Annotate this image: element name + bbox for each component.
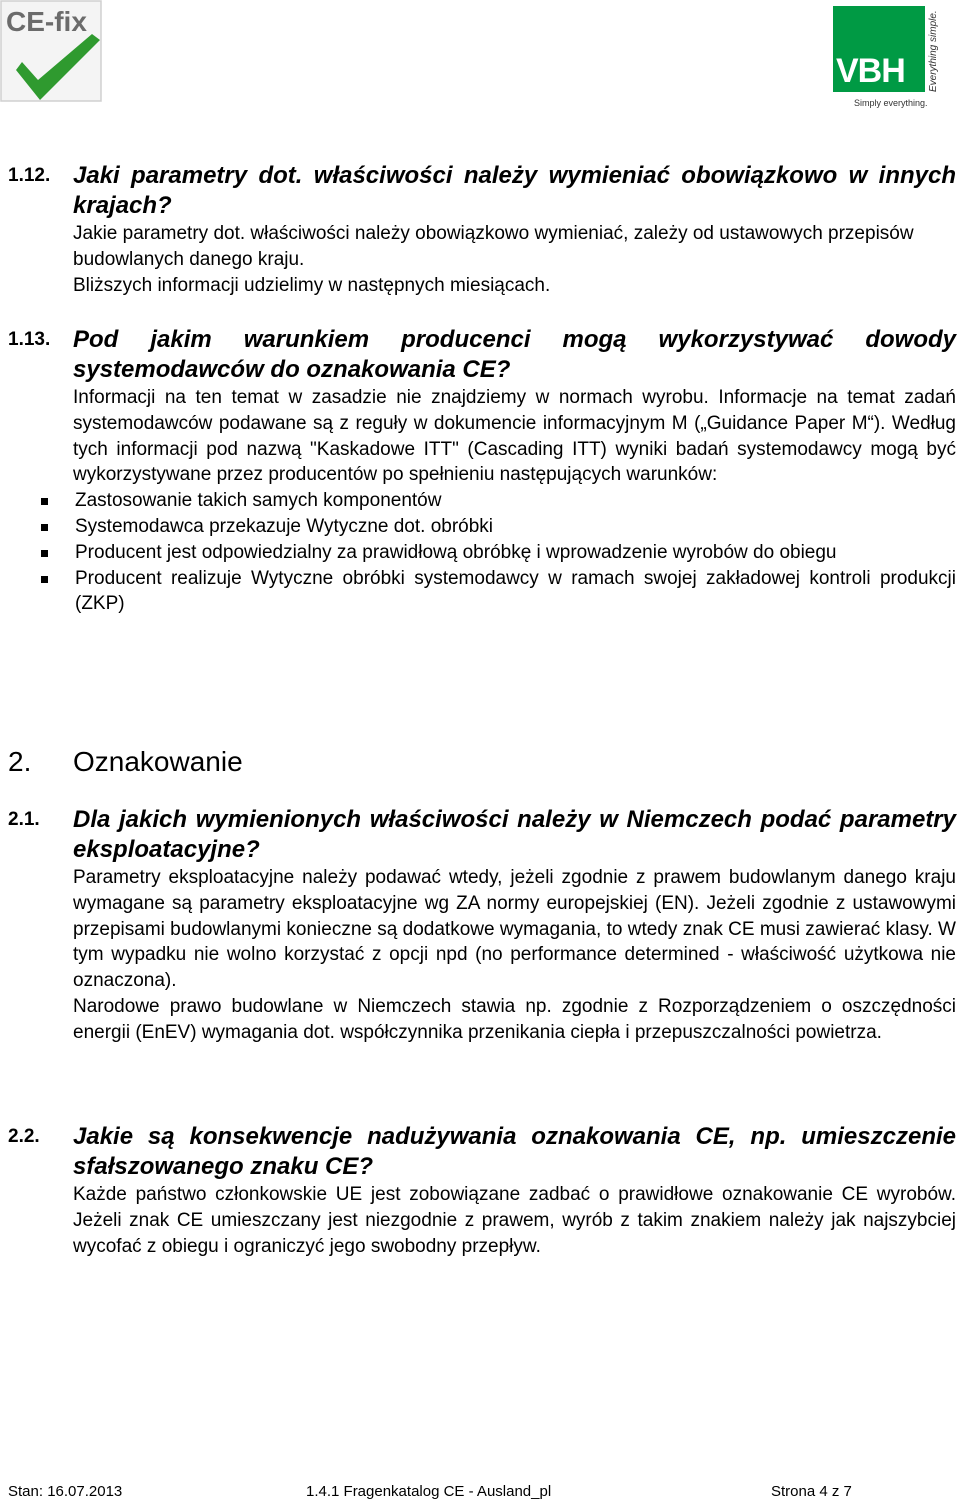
list-item-text: Systemodawca przekazuje Wytyczne dot. obróbki <box>75 515 494 537</box>
section-1-12 <box>8 161 956 298</box>
list-item <box>8 566 956 618</box>
section-number: 2.1. <box>8 809 40 830</box>
conditions-list <box>8 488 956 617</box>
list-item-text: Producent realizuje Wytyczne obróbki systemodawcy w ramach swojej zakładowej kontroli produkcji (ZKP) <box>75 567 956 615</box>
section-1-13 <box>8 325 956 617</box>
list-item-text: Zastosowanie takich samych komponentów <box>75 490 442 512</box>
bullet-square-icon <box>41 550 48 557</box>
ce-fix-logo <box>0 0 110 106</box>
section-number: 2.2. <box>8 1126 40 1147</box>
answer-paragraph: Informacji na ten temat w zasadzie nie znajdziemy w normach wyrobu. Informacje na temat zadań systemodawców podawane są z reguły w dokumencie informacyjnym M („Guidance Paper M“). Według tych informacji pod nazwą "Kaskadowe ITT" (Cascading ITT) wyniki badań systemodawcy mogą być wykorzystywane przez producentów po spełnieniu następujących warunków: <box>73 387 956 486</box>
bullet-square-icon <box>41 498 48 505</box>
bullet-square-icon <box>41 576 48 583</box>
question-heading: Jaki parametry dot. właściwości należy wymieniać obowiązkowo w innych krajach? <box>73 162 956 219</box>
list-item-text: Producent jest odpowiedzialny za prawidłową obróbkę i wprowadzenie wyrobów do obiegu <box>75 541 837 563</box>
section-2-2 <box>8 1122 956 1259</box>
vbh-logo <box>830 4 942 110</box>
vbh-tagline: Simply everything. <box>854 98 928 108</box>
bullet-square-icon <box>41 524 48 531</box>
section-number: 1.12. <box>8 165 51 186</box>
list-item <box>8 514 956 540</box>
ce-fix-logo-text: CE-fix <box>6 6 87 37</box>
section-number: 1.13. <box>8 329 51 350</box>
chapter-title: Oznakowanie <box>73 746 243 777</box>
question-heading: Jakie są konsekwencje nadużywania oznakowania CE, np. umieszczenie sfałszowanego znaku CE? <box>73 1123 956 1180</box>
list-item <box>8 488 956 514</box>
answer-paragraph: Bliższych informacji udzielimy w następnych miesiącach. <box>73 274 551 296</box>
vbh-vertical-tagline: Everything simple. <box>928 10 939 92</box>
question-heading: Pod jakim warunkiem producenci mogą wykorzystywać dowody systemodawców do oznakowania CE? <box>73 326 956 383</box>
section-2-1 <box>8 805 956 1046</box>
footer-page-number: Strona 4 z 7 <box>771 1483 852 1500</box>
answer-paragraph: Narodowe prawo budowlane w Niemczech stawia np. zgodnie z Rozporządzeniem o oszczędności energii (EnEV) wymagania dot. współczynnika przenikania ciepła i przepuszczalności powietrza. <box>73 995 956 1043</box>
answer-paragraph: Każde państwo członkowskie UE jest zobowiązane zadbać o prawidłowe oznakowanie CE wyrobów. Jeżeli znak CE umieszczany jest niezgodnie z prawem, wyrób z takim znakiem należy jak najszybciej wycofać z obiegu i ograniczyć jego swobodny przepływ. <box>73 1184 956 1257</box>
footer-date: Stan: 16.07.2013 <box>8 1483 123 1500</box>
list-item <box>8 540 956 566</box>
question-heading: Dla jakich wymienionych właściwości należy w Niemczech podać parametry eksploatacyjne? <box>73 806 956 863</box>
footer-document-name: 1.4.1 Fragenkatalog CE - Ausland_pl <box>306 1483 552 1500</box>
answer-paragraph: Jakie parametry dot. właściwości należy obowiązkowo wymieniać, zależy od ustawowych przepisów budowlanych danego kraju. <box>73 223 914 270</box>
chapter-number: 2. <box>8 746 32 777</box>
vbh-logo-text: VBH <box>836 52 905 90</box>
answer-paragraph: Parametry eksploatacyjne należy podawać wtedy, jeżeli zgodnie z prawem budowlanym danego kraju wymagane są parametry eksploatacyjne wg ZA normy europejskiej (EN). Jeżeli zgodnie z ustawowymi przepisami budowlanymi konieczne są dodatkowe wymagania, to wtedy znak CE musi zawierać klasy. W tym wypadku nie wolno korzystać z opcji npd (no performance determined - właściwość użytkowa nie oznaczona). <box>73 867 956 992</box>
